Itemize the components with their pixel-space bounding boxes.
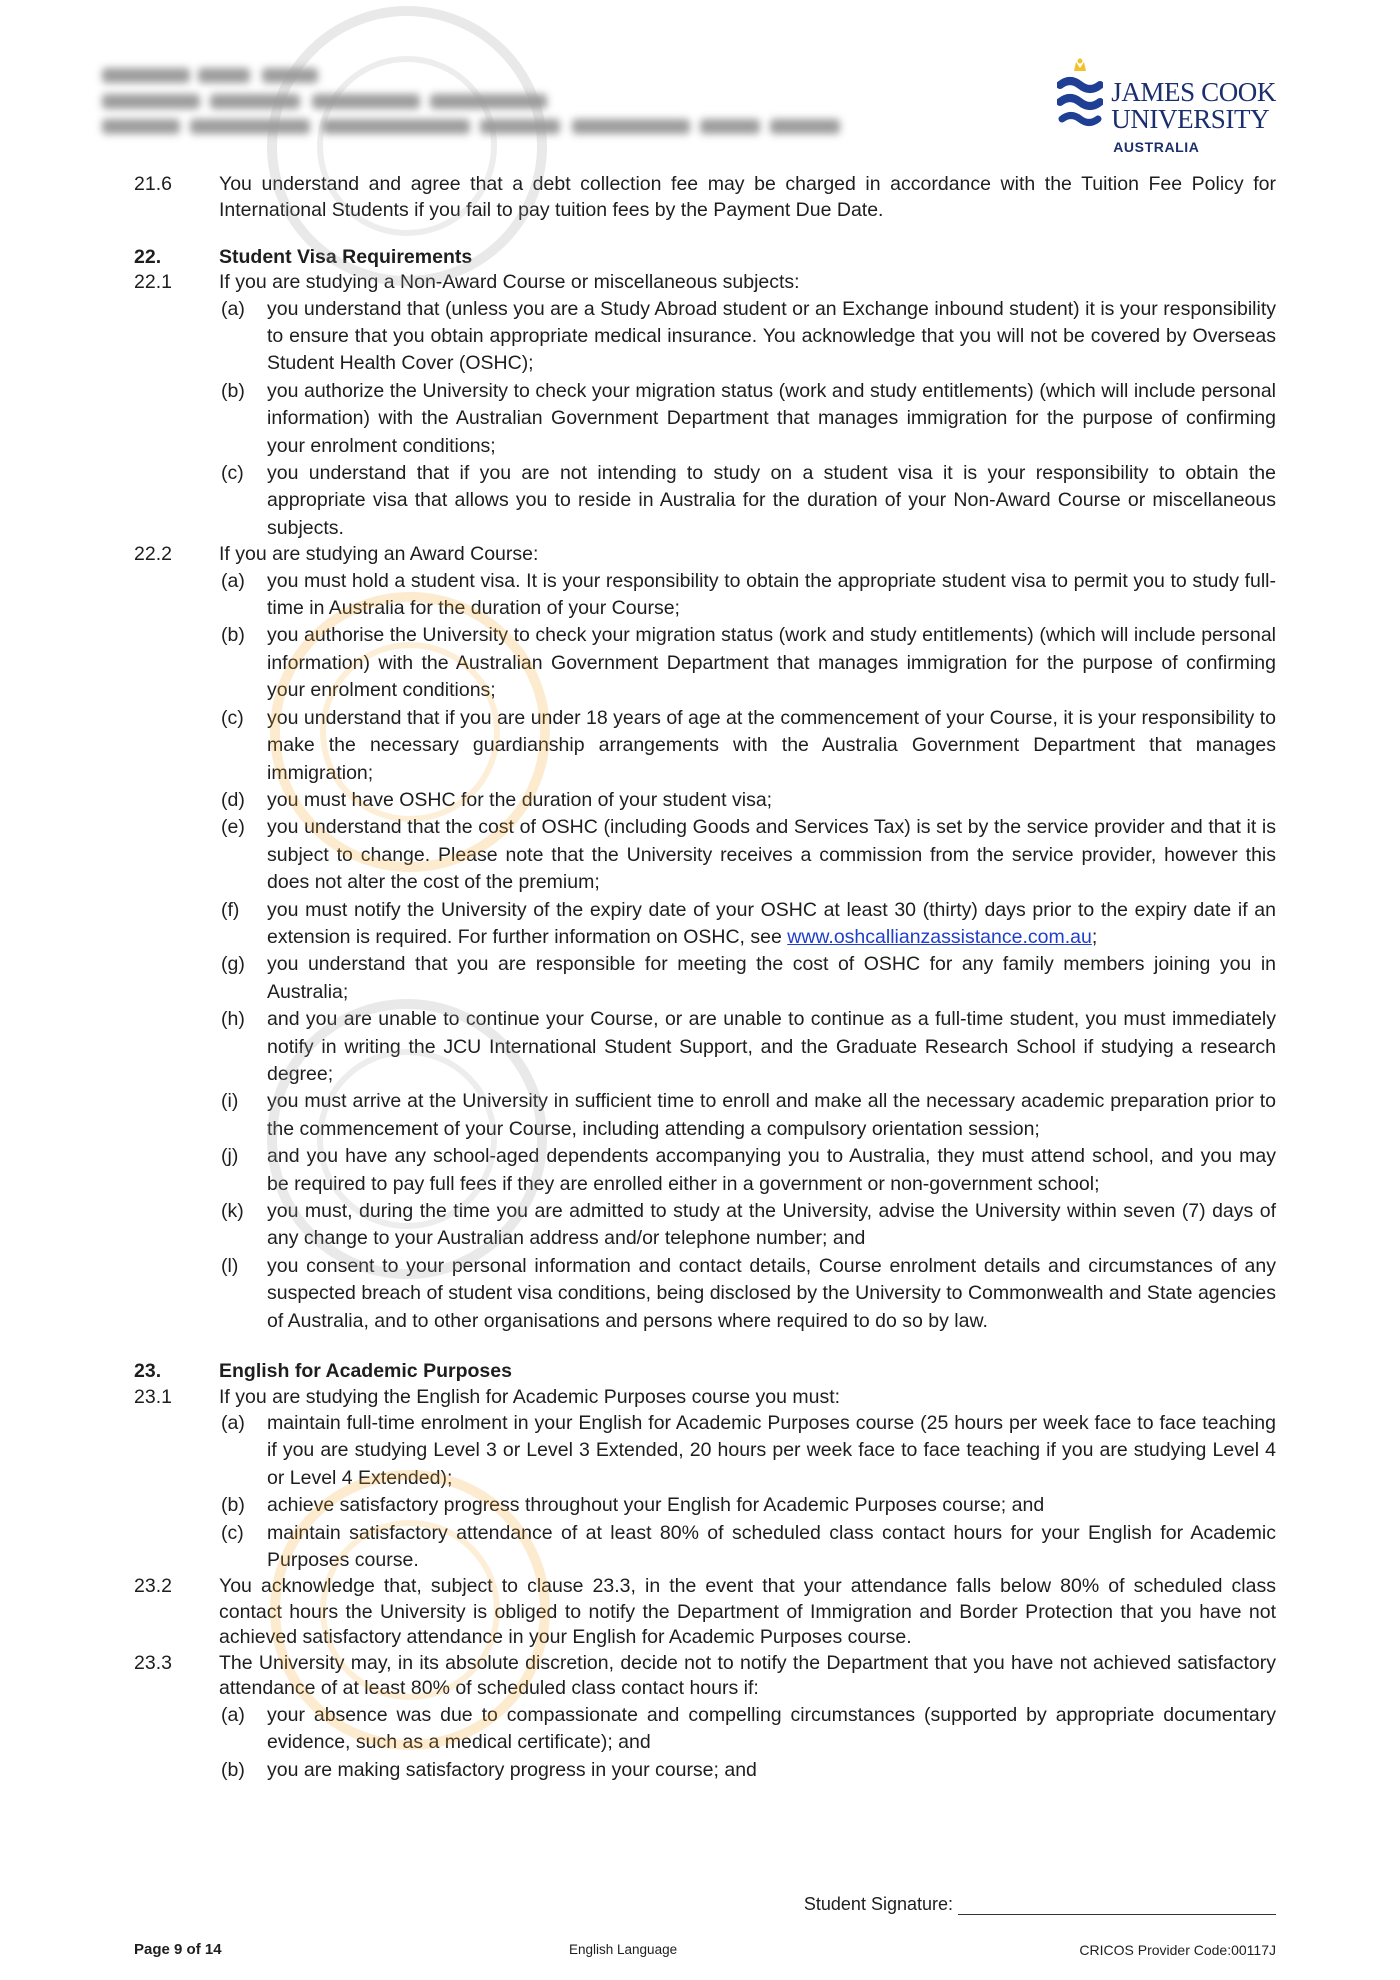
- jcu-logo: [1057, 57, 1276, 156]
- clause-23-2: [134, 1574, 1276, 1651]
- item-text: [267, 897, 1276, 952]
- item-text: you authorise the University to check your migration status (work and study entitlements) (which will include personal information) with the Australian Government Department that manages immigration for the purpose of confirming your enrolment conditions;: [267, 624, 1276, 702]
- clause-text: If you are studying the English for Academic Purposes course you must:: [219, 1385, 841, 1408]
- oshc-link[interactable]: www.oshcallianzassistance.com.au: [787, 925, 1092, 948]
- clause-22-2-item-b: [219, 622, 1276, 704]
- logo-wordmark: [1111, 57, 1276, 156]
- item-text: and you have any school-aged dependents accompanying you to Australia, they must attend school, and you may be required to pay full fees if they are enrolled either in a government or non-government school;: [267, 1145, 1276, 1195]
- redacted-text: [322, 119, 470, 134]
- page-number: Page 9 of 14: [134, 1941, 222, 1958]
- section-number: 23.: [134, 1360, 162, 1383]
- item-label: (b): [221, 379, 245, 402]
- redacted-text: [262, 68, 318, 83]
- document-body: [134, 172, 1276, 1784]
- clause-21-6: [134, 172, 1276, 223]
- signature-label: Student Signature:: [803, 1894, 953, 1914]
- footer-title: English Language: [569, 1942, 678, 1957]
- item-label: (h): [221, 1008, 245, 1031]
- clause-22-2-item-c: [219, 705, 1276, 787]
- item-label: (f): [221, 898, 240, 921]
- section-title: Student Visa Requirements: [219, 245, 473, 268]
- redacted-text: [770, 119, 840, 134]
- item-text: maintain satisfactory attendance of at least 80% of scheduled class contact hours for your English for Academic Purposes course.: [267, 1521, 1276, 1572]
- item-label: (l): [221, 1254, 239, 1277]
- clause-text: The University may, in its absolute discretion, decide not to notify the Department that you have not achieved satisfactory attendance of at least 80% of scheduled class contact hours if:: [219, 1651, 1276, 1700]
- clause-22-2-item-e: [219, 814, 1276, 896]
- item-text: you are making satisfactory progress in your course; and: [267, 1758, 757, 1781]
- redacted-text: [190, 119, 310, 134]
- item-text-body: you must notify the University of the expiry date of your OSHC at least 30 (thirty) days prior to the expiry date if an extension is required. For further information on OSHC, see: [267, 898, 1276, 948]
- clause-23-1-item-b: [219, 1492, 1276, 1519]
- clause-22-1-item-c: [219, 460, 1276, 542]
- item-label: (i): [221, 1090, 239, 1113]
- item-text: achieve satisfactory progress throughout your English for Academic Purposes course; and: [267, 1494, 1045, 1517]
- section-23-heading: [134, 1359, 1276, 1385]
- clause-22-1: [134, 270, 1276, 296]
- jcu-wave-icon: [1057, 57, 1103, 135]
- redacted-text: [700, 119, 760, 134]
- clause-text: If you are studying an Award Course:: [219, 543, 539, 566]
- cricos-code: CRICOS Provider Code:00117J: [1079, 1942, 1276, 1958]
- redacted-text: [102, 94, 200, 109]
- section-title: English for Academic Purposes: [219, 1360, 512, 1383]
- item-text: maintain full-time enrolment in your English for Academic Purposes course (25 hours per week face to face teaching if you are studying Level 3 or Level 3 Extended, 20 hours per week face to face teaching if you are studying Level 4 or Level 4 Extended);: [267, 1412, 1276, 1489]
- item-label: (a): [221, 297, 245, 320]
- item-label: (c): [221, 706, 244, 729]
- item-label: (j): [221, 1145, 239, 1168]
- clause-22-2-item-f: [219, 897, 1276, 952]
- clause-22-2-item-a: [219, 568, 1276, 623]
- clause-22-1-item-b: [219, 378, 1276, 460]
- redacted-text: [480, 119, 560, 134]
- item-text: you consent to your personal information and contact details, Course enrolment details and circumstances of any suspected breach of student visa conditions, being disclosed by the University to Commonwealth and State agencies of Australia, and to other organisations and persons where required to do so by law.: [267, 1254, 1276, 1332]
- redacted-text: [102, 68, 190, 83]
- clause-22-1-item-a: [219, 296, 1276, 378]
- logo-line-1: JAMES COOK: [1111, 77, 1276, 107]
- clause-22-2-item-j: [219, 1143, 1276, 1198]
- clause-22-2-item-l: [219, 1253, 1276, 1335]
- clause-22-2: [134, 542, 1276, 568]
- item-text: you authorize the University to check your migration status (work and study entitlements) (which will include personal information) with the Australian Government Department that manages immigration for the purpose of confirming your enrolment conditions;: [267, 379, 1276, 457]
- clause-22-2-item-h: [219, 1006, 1276, 1088]
- clause-number: 23.1: [134, 1385, 172, 1408]
- logo-line-3: AUSTRALIA: [1113, 139, 1200, 155]
- item-text: you understand that the cost of OSHC (including Goods and Services Tax) is set by the service provider and that it is subject to change. Please note that the University receives a commission from the service provider, however this does not alter the cost of the premium;: [267, 816, 1276, 894]
- item-label: (d): [221, 788, 245, 811]
- redacted-text: [312, 94, 420, 109]
- clause-number: 22.2: [134, 543, 172, 566]
- item-label: (g): [221, 953, 245, 976]
- clause-text: You understand and agree that a debt collection fee may be charged in accordance with the Tuition Fee Policy for International Students if you fail to pay tuition fees by the Payment Due Date.: [219, 173, 1276, 221]
- item-text: your absence was due to compassionate and compelling circumstances (supported by appropriate documentary evidence, such as a medical certificate); and: [267, 1703, 1276, 1754]
- item-label: (b): [221, 624, 245, 647]
- item-label: (c): [221, 1521, 244, 1544]
- item-text: you understand that (unless you are a Study Abroad student or an Exchange inbound student) it is your responsibility to ensure that you obtain appropriate medical insurance. You acknowledge that you will not be covered by Overseas Student Health Cover (OSHC);: [267, 297, 1276, 375]
- item-label: (b): [221, 1758, 245, 1781]
- item-text: you must, during the time you are admitted to study at the University, advise the University within seven (7) days of any change to your Australian address and/or telephone number; and: [267, 1200, 1276, 1250]
- clause-23-3-item-b: [219, 1757, 1276, 1784]
- redacted-text: [572, 119, 690, 134]
- clause-23-1-item-c: [219, 1520, 1276, 1575]
- clause-23-3-item-a: [219, 1702, 1276, 1757]
- item-label: (a): [221, 569, 245, 592]
- redacted-text: [210, 94, 300, 109]
- signature-line[interactable]: [958, 1897, 1276, 1915]
- clause-22-2-item-k: [219, 1198, 1276, 1253]
- item-label: (k): [221, 1200, 244, 1222]
- redacted-text: [430, 94, 547, 109]
- clause-22-2-item-d: [219, 787, 1276, 814]
- item-text: you understand that you are responsible for meeting the cost of OSHC for any family members joining you in Australia;: [267, 953, 1276, 1003]
- item-text: and you are unable to continue your Course, or are unable to continue as a full-time student, you must immediately notify in writing the JCU International Student Support, and the Graduate Research School if studying a research degree;: [267, 1008, 1276, 1085]
- clause-text: If you are studying a Non-Award Course or miscellaneous subjects:: [219, 271, 800, 293]
- clause-23-1-item-a: [219, 1410, 1276, 1492]
- item-text: you must hold a student visa. It is your responsibility to obtain the appropriate student visa to permit you to study full-time in Australia for the duration of your Course;: [267, 569, 1276, 620]
- clause-22-2-item-g: [219, 951, 1276, 1006]
- clause-number: 21.6: [134, 173, 172, 195]
- item-text-end: ;: [1091, 925, 1098, 948]
- logo-line-2: UNIVERSITY: [1111, 104, 1270, 134]
- item-label: (c): [221, 461, 244, 484]
- clause-number: 23.3: [134, 1651, 172, 1674]
- clause-number: 23.2: [134, 1575, 172, 1598]
- clause-number: 22.1: [134, 271, 172, 293]
- clause-22-2-item-i: [219, 1088, 1276, 1143]
- redacted-text: [102, 119, 180, 134]
- item-text: you must have OSHC for the duration of your student visa;: [267, 788, 773, 811]
- clause-23-3: [134, 1651, 1276, 1702]
- item-label: (e): [221, 816, 245, 839]
- clause-text: You acknowledge that, subject to clause 23.3, in the event that your attendance falls below 80% of scheduled class contact hours the University is obliged to notify the Department of Immigration and Border Protection that you have not achieved satisfactory attendance in your English for Academic Purposes course.: [219, 1575, 1276, 1649]
- item-text: you understand that if you are under 18 years of age at the commencement of your Course, it is your responsibility to make the necessary guardianship arrangements with the Australia Government Department that manages immigration;: [267, 706, 1276, 784]
- redacted-text: [198, 68, 250, 83]
- item-label: (a): [221, 1412, 245, 1435]
- item-label: (b): [221, 1494, 245, 1517]
- section-number: 22.: [134, 245, 162, 268]
- item-text: you understand that if you are not intending to study on a student visa it is your responsibility to obtain the appropriate visa that allows you to reside in Australia for the duration of your Non-Award Course or miscellaneous subjects.: [267, 461, 1276, 539]
- item-label: (a): [221, 1703, 245, 1726]
- student-signature: [804, 1893, 1276, 1915]
- clause-23-1: [134, 1385, 1276, 1411]
- section-22-heading: [134, 245, 1276, 271]
- item-text: you must arrive at the University in sufficient time to enroll and make all the necessary academic preparation prior to the commencement of your Course, including attending a compulsory orientation session;: [267, 1090, 1276, 1140]
